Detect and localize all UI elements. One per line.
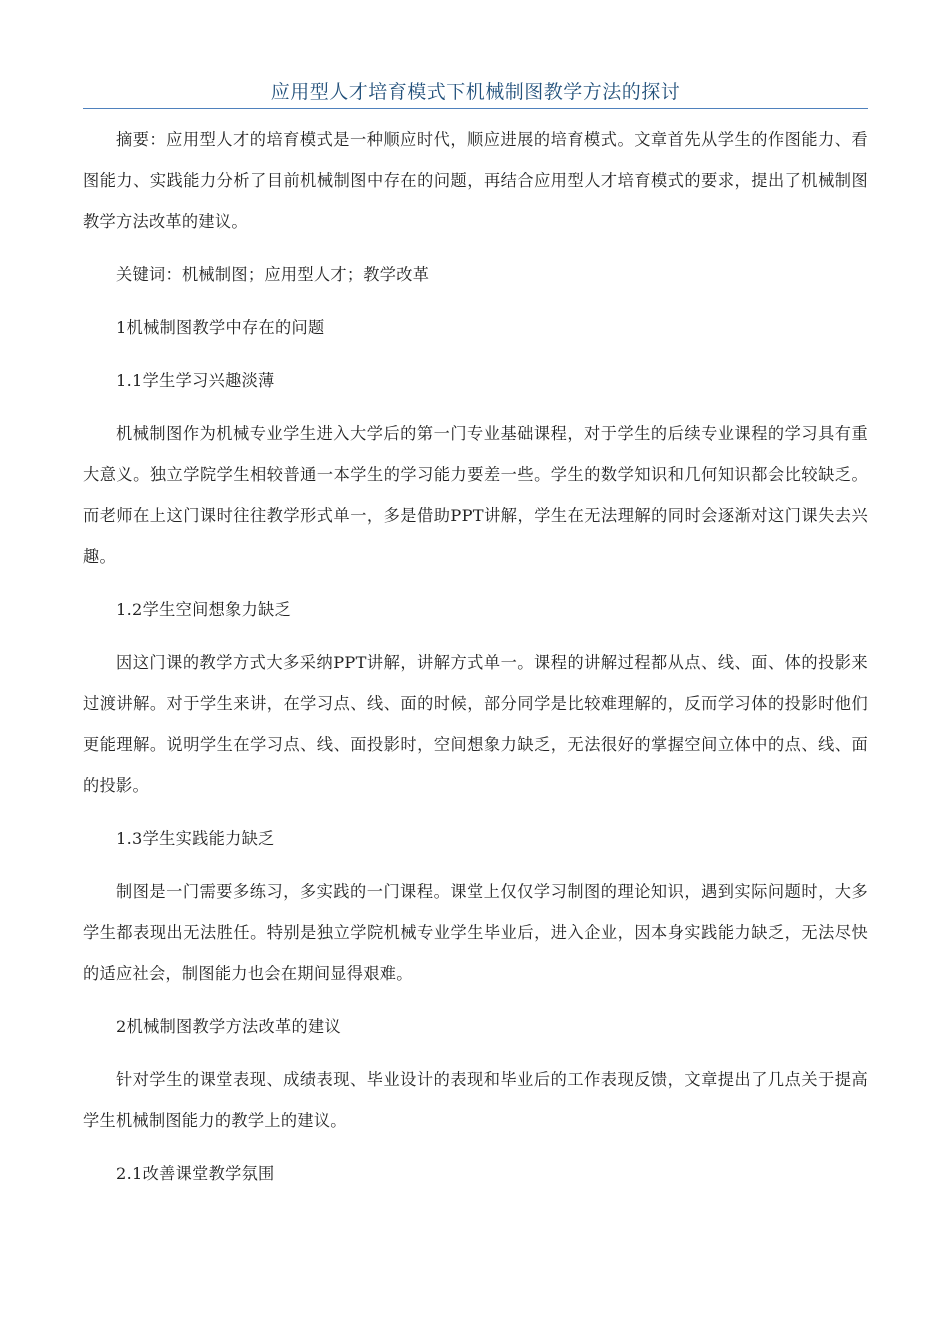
title-bar — [83, 76, 868, 109]
document-page — [83, 76, 868, 1194]
section-1-heading: 1机械制图教学中存在的问题 — [116, 318, 325, 337]
section-2-paragraph: 针对学生的课堂表现、成绩表现、毕业设计的表现和毕业后的工作表现反馈，文章提出了几点关于提高学生机械制图能力的教学上的建议。 — [83, 1070, 868, 1130]
section-1-2-heading: 1.2学生空间想象力缺乏 — [116, 600, 292, 619]
document-body — [83, 119, 868, 1194]
section-1-3-paragraph: 制图是一门需要多练习，多实践的一门课程。课堂上仅仅学习制图的理论知识，遇到实际问题时，大多学生都表现出无法胜任。特别是独立学院机械专业学生毕业后，进入企业，因本身实践能力缺乏，无法尽快的适应社会，制图能力也会在期间显得艰难。 — [83, 882, 868, 983]
section-1-2-paragraph: 因这门课的教学方式大多采纳PPT讲解，讲解方式单一。课程的讲解过程都从点、线、面、体的投影来过渡讲解。对于学生来讲，在学习点、线、面的时候，部分同学是比较难理解的，反而学习体的投影时他们更能理解。说明学生在学习点、线、面投影时，空间想象力缺乏，无法很好的掌握空间立体中的点、线、面的投影。 — [83, 653, 868, 795]
document-title: 应用型人才培育模式下机械制图教学方法的探讨 — [270, 81, 681, 103]
section-1-3-heading: 1.3学生实践能力缺乏 — [116, 829, 275, 848]
section-1-1-paragraph: 机械制图作为机械专业学生进入大学后的第一门专业基础课程，对于学生的后续专业课程的学习具有重大意义。独立学院学生相较普通一本学生的学习能力要差一些。学生的数学知识和几何知识都会比较缺乏。而老师在上这门课时往往教学形式单一，多是借助PPT讲解，学生在无法理解的同时会逐渐对这门课失去兴趣。 — [83, 424, 868, 566]
abstract-paragraph: 摘要：应用型人才的培育模式是一种顺应时代，顺应进展的培育模式。文章首先从学生的作图能力、看图能力、实践能力分析了目前机械制图中存在的问题，再结合应用型人才培育模式的要求，提出了机械制图教学方法改革的建议。 — [83, 130, 868, 231]
section-2-1-heading: 2.1改善课堂教学氛围 — [116, 1164, 275, 1183]
section-2-heading: 2机械制图教学方法改革的建议 — [116, 1017, 341, 1036]
keywords-line: 关键词：机械制图；应用型人才；教学改革 — [116, 265, 430, 284]
section-1-1-heading: 1.1学生学习兴趣淡薄 — [116, 371, 275, 390]
